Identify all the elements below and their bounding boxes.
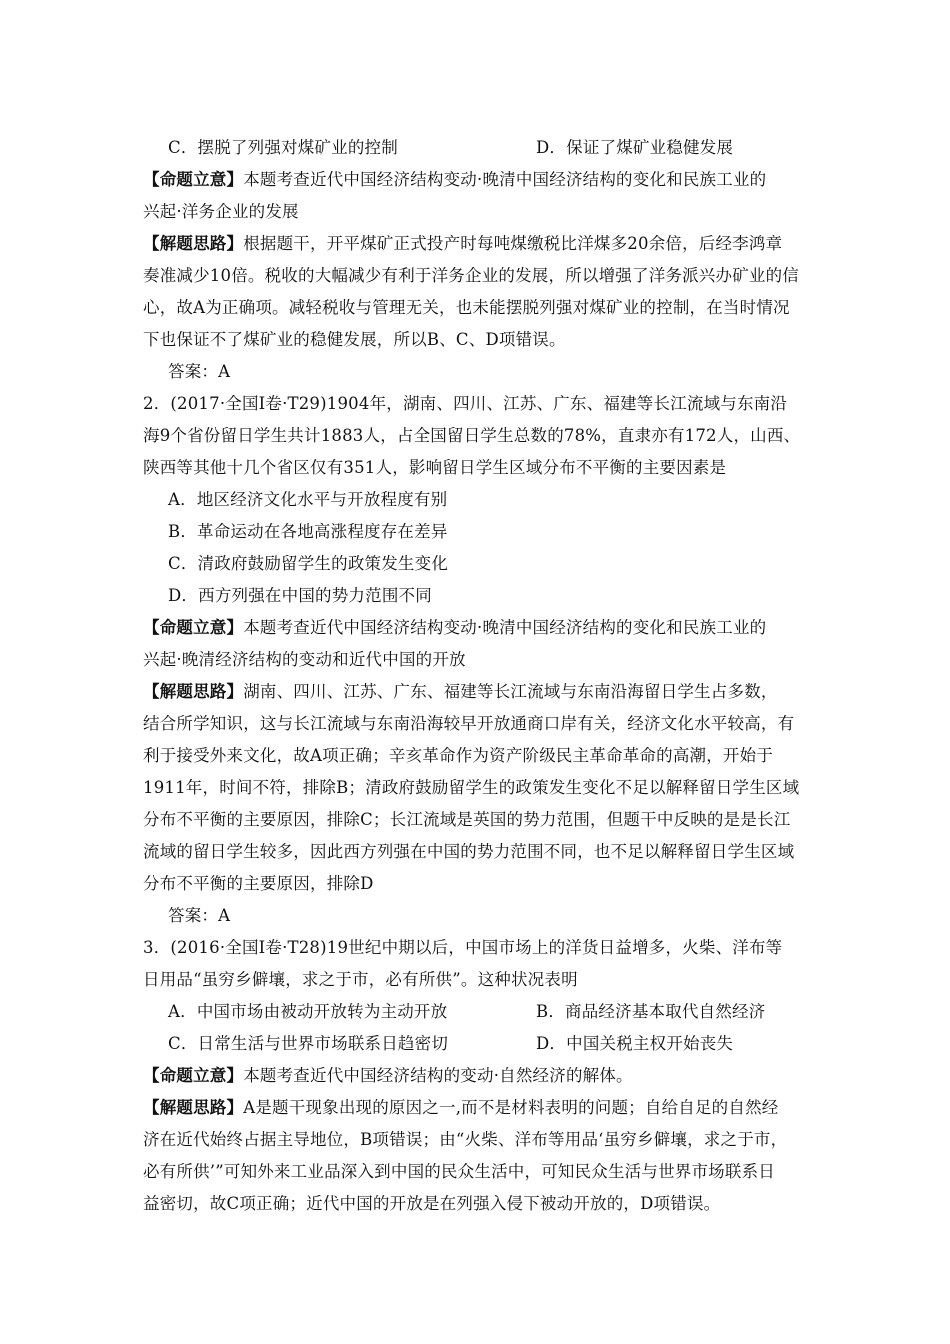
q1-reason-line-4: 下也保证不了煤矿业的稳健发展，所以B、C、D项错误。: [143, 330, 566, 349]
q1-reason-line-2: 奏准减少10倍。税收的大幅减少有利于洋务企业的发展，所以增强了洋务派兴办矿业的信: [143, 266, 799, 285]
reason-label: 【解题思路】: [143, 1098, 244, 1117]
intent-label: 【命题立意】: [143, 618, 244, 637]
q1-intent-line-1: [143, 168, 766, 192]
q2-reason-line-2: 结合所学知识，这与长江流域与东南沿海较早开放通商口岸有关，经济文化水平较高，有: [143, 714, 795, 733]
q2-reason-line-6: 流域的留日学生较多，因此西方列强在中国的势力范围不同，也不足以解释留日学生区域: [143, 842, 795, 861]
q2-intent-line-2: 兴起·晚清经济结构的变动和近代中国的开放: [143, 650, 466, 669]
intent-label: 【命题立意】: [143, 1066, 244, 1085]
q3-option-d: D．中国关税主权开始丧失: [536, 1034, 734, 1053]
intent-text: 本题考查近代中国经济结构变动·晚清中国经济结构的变化和民族工业的: [243, 170, 767, 189]
q2-option-d: D．西方列强在中国的势力范围不同: [168, 586, 432, 605]
q3-option-c: C．日常生活与世界市场联系日趋密切: [168, 1034, 449, 1053]
q2-reason-line-3: 利于接受外来文化，故A项正确；辛亥革命作为资产阶级民主革命革命的高潮，开始于: [143, 746, 774, 765]
reason-label: 【解题思路】: [143, 682, 244, 701]
q3-option-a: A．中国市场由被动开放转为主动开放: [168, 1002, 448, 1021]
q2-option-c: C．清政府鼓励留学生的政策发生变化: [168, 554, 449, 573]
q3-reason-line-4: 益密切，故C项正确；近代中国的开放是在列强入侵下被动开放的，D项错误。: [143, 1194, 721, 1213]
reason-text: A是题干现象出现的原因之一,而不是材料表明的问题；自给自足的自然经: [243, 1098, 779, 1117]
q3-reason-line-1: [143, 1096, 778, 1120]
q1-intent-line-2: 兴起·洋务企业的发展: [143, 202, 299, 221]
q1-reason-line-3: 心，故A为正确项。减轻税收与管理无关，也未能摆脱列强对煤矿业的控制，在当时情况: [143, 298, 790, 317]
q1-option-c: C．摆脱了列强对煤矿业的控制: [168, 138, 398, 157]
intent-text: 本题考查近代中国经济结构的变动·自然经济的解体。: [243, 1066, 633, 1085]
q1-reason-line-1: [143, 232, 782, 256]
reason-text: 湖南、四川、江苏、广东、福建等长江流域与东南沿海留日学生占多数，: [243, 682, 778, 701]
intent-text: 本题考查近代中国经济结构变动·晚清中国经济结构的变化和民族工业的: [243, 618, 767, 637]
q1-answer: 答案：A: [168, 362, 231, 381]
q3-intent-line-1: [143, 1064, 633, 1088]
q2-stem-line-3: 陕西等其他十几个省区仅有351人，影响留日学生区域分布不平衡的主要因素是: [143, 458, 727, 477]
q2-option-b: B．革命运动在各地高涨程度存在差异: [168, 522, 448, 541]
q3-reason-line-2: 济在近代始终占据主导地位，B项错误；由“火柴、洋布等用品‘虽穷乡僻壤，求之于市，: [143, 1130, 788, 1149]
q3-stem-line-2: 日用品“虽穷乡僻壤，求之于市，必有所供”。这种状况表明: [143, 970, 578, 989]
q2-intent-line-1: [143, 616, 766, 640]
q2-reason-line-1: [143, 680, 778, 704]
q2-answer: 答案：A: [168, 906, 231, 925]
q2-stem-line-2: 海9个省份留日学生共计1883人，占全国留日学生总数的78%，直隶亦有172人，山西、: [143, 426, 801, 445]
intent-label: 【命题立意】: [143, 170, 244, 189]
reason-label: 【解题思路】: [143, 234, 244, 253]
q3-reason-line-3: 必有所供’”可知外来工业品深入到中国的民众生活中，可知民众生活与世界市场联系日: [143, 1162, 775, 1181]
q2-reason-line-7: 分布不平衡的主要原因，排除D: [143, 874, 374, 893]
q2-option-a: A．地区经济文化水平与开放程度有别: [168, 490, 448, 509]
q3-stem-line-1: 3．(2016·全国Ⅰ卷·T28)19世纪中期以后，中国市场上的洋货日益增多，火柴、洋布等: [143, 938, 783, 957]
q1-option-d: D．保证了煤矿业稳健发展: [536, 138, 734, 157]
q2-reason-line-4: 1911年，时间不符，排除B；清政府鼓励留学生的政策发生变化不足以解释留日学生区域: [143, 778, 800, 797]
reason-text: 根据题干，开平煤矿正式投产时每吨煤缴税比洋煤多20余倍，后经李鸿章: [243, 234, 783, 253]
q2-stem-line-1: 2．(2017·全国Ⅰ卷·T29)1904年，湖南、四川、江苏、广东、福建等长江流域与东南沿: [143, 394, 788, 413]
q2-reason-line-5: 分布不平衡的主要原因，排除C；长江流域是英国的势力范围，但题干中反映的是是长江: [143, 810, 791, 829]
q3-option-b: B．商品经济基本取代自然经济: [536, 1002, 766, 1021]
